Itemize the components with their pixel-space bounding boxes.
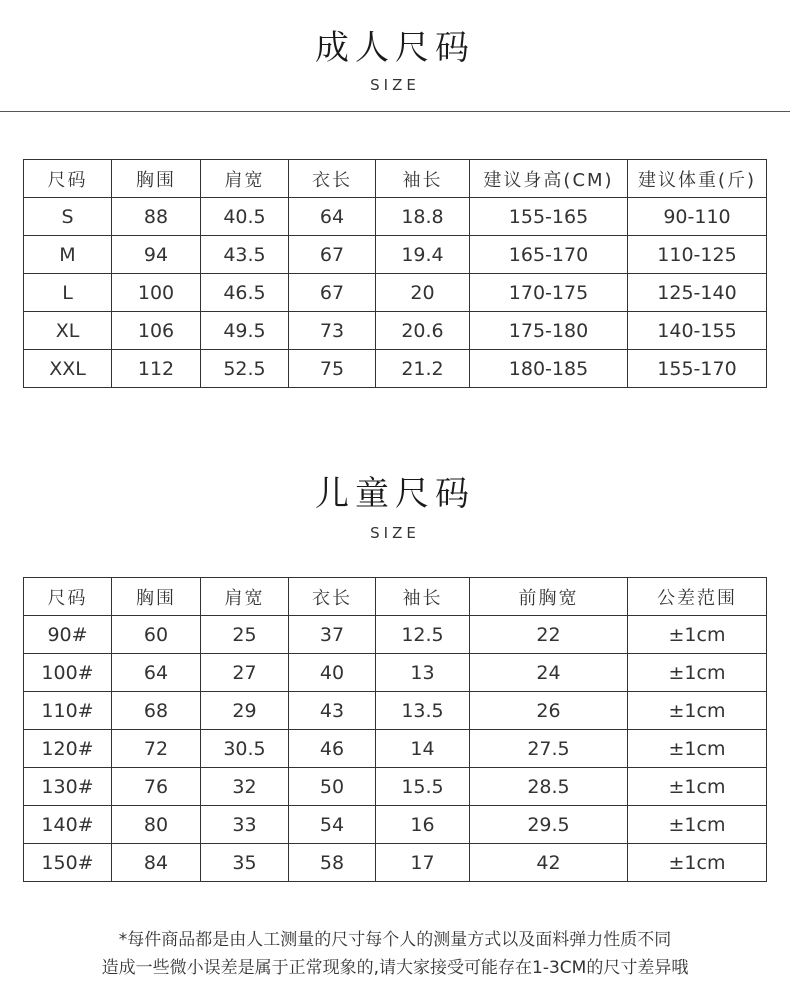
table-row: [24, 730, 767, 768]
table-cell: 165-170: [470, 236, 628, 274]
header-chest: 胸围: [112, 160, 201, 198]
table-cell: 80: [112, 806, 201, 844]
section-divider: [0, 111, 790, 112]
table-cell: 58: [289, 844, 376, 882]
adult-size-subtitle: SIZE: [370, 76, 420, 94]
table-cell: 84: [112, 844, 201, 882]
table-cell: 140#: [24, 806, 112, 844]
table-cell: 22: [470, 616, 628, 654]
child-size-table: [23, 577, 767, 882]
table-cell: ±1cm: [628, 768, 767, 806]
table-cell: 29.5: [470, 806, 628, 844]
table-cell: 50: [289, 768, 376, 806]
header-size: 尺码: [24, 160, 112, 198]
table-cell: 18.8: [376, 198, 470, 236]
table-cell: 24: [470, 654, 628, 692]
table-row: [24, 312, 767, 350]
table-cell: 76: [112, 768, 201, 806]
adult-size-title: 成人尺码: [315, 28, 475, 68]
table-row: [24, 844, 767, 882]
table-cell: 64: [112, 654, 201, 692]
table-cell: 150#: [24, 844, 112, 882]
header-height: 建议身高(CM): [470, 160, 628, 198]
table-cell: 155-170: [628, 350, 767, 388]
child-size-title: 儿童尺码: [315, 474, 475, 514]
table-row: [24, 692, 767, 730]
table-header-row: [24, 160, 767, 198]
header-length: 衣长: [289, 160, 376, 198]
table-cell: 110-125: [628, 236, 767, 274]
table-cell: ±1cm: [628, 616, 767, 654]
table-cell: 68: [112, 692, 201, 730]
table-cell: 73: [289, 312, 376, 350]
table-cell: 60: [112, 616, 201, 654]
table-cell: 106: [112, 312, 201, 350]
table-cell: 17: [376, 844, 470, 882]
table-row: [24, 768, 767, 806]
table-cell: 27.5: [470, 730, 628, 768]
table-cell: 13: [376, 654, 470, 692]
table-row: [24, 350, 767, 388]
table-cell: 26: [470, 692, 628, 730]
table-cell: 19.4: [376, 236, 470, 274]
table-cell: 15.5: [376, 768, 470, 806]
table-cell: 20.6: [376, 312, 470, 350]
table-header-row: [24, 578, 767, 616]
table-cell: 14: [376, 730, 470, 768]
table-row: [24, 236, 767, 274]
table-cell: 13.5: [376, 692, 470, 730]
table-cell: 54: [289, 806, 376, 844]
table-cell: 90-110: [628, 198, 767, 236]
header-tolerance: 公差范围: [628, 578, 767, 616]
table-row: [24, 274, 767, 312]
table-cell: 75: [289, 350, 376, 388]
table-cell: ±1cm: [628, 654, 767, 692]
measurement-note: [0, 926, 790, 982]
table-cell: 35: [201, 844, 289, 882]
table-cell: ±1cm: [628, 806, 767, 844]
table-cell: 25: [201, 616, 289, 654]
table-cell: 88: [112, 198, 201, 236]
table-cell: 12.5: [376, 616, 470, 654]
note-line-2: 造成一些微小误差是属于正常现象的,请大家接受可能存在1-3CM的尺寸差异哦: [101, 958, 689, 978]
header-shoulder: 肩宽: [201, 160, 289, 198]
table-cell: ±1cm: [628, 844, 767, 882]
table-row: [24, 654, 767, 692]
table-cell: XXL: [24, 350, 112, 388]
table-cell: 67: [289, 274, 376, 312]
table-cell: 27: [201, 654, 289, 692]
table-cell: 40: [289, 654, 376, 692]
table-cell: L: [24, 274, 112, 312]
header-front-chest: 前胸宽: [470, 578, 628, 616]
table-row: [24, 198, 767, 236]
table-cell: 125-140: [628, 274, 767, 312]
table-cell: 30.5: [201, 730, 289, 768]
table-cell: 90#: [24, 616, 112, 654]
table-cell: 20: [376, 274, 470, 312]
table-cell: 170-175: [470, 274, 628, 312]
table-cell: 43: [289, 692, 376, 730]
header-length: 衣长: [289, 578, 376, 616]
table-cell: 112: [112, 350, 201, 388]
table-cell: 100: [112, 274, 201, 312]
table-cell: 46.5: [201, 274, 289, 312]
table-row: [24, 806, 767, 844]
header-shoulder: 肩宽: [201, 578, 289, 616]
table-cell: 42: [470, 844, 628, 882]
table-cell: 33: [201, 806, 289, 844]
table-cell: M: [24, 236, 112, 274]
header-size: 尺码: [24, 578, 112, 616]
table-cell: 49.5: [201, 312, 289, 350]
table-cell: 32: [201, 768, 289, 806]
table-cell: 94: [112, 236, 201, 274]
table-cell: 100#: [24, 654, 112, 692]
table-cell: 37: [289, 616, 376, 654]
table-cell: XL: [24, 312, 112, 350]
table-cell: ±1cm: [628, 730, 767, 768]
table-cell: 52.5: [201, 350, 289, 388]
table-cell: 140-155: [628, 312, 767, 350]
table-cell: 180-185: [470, 350, 628, 388]
table-cell: S: [24, 198, 112, 236]
table-cell: 43.5: [201, 236, 289, 274]
header-chest: 胸围: [112, 578, 201, 616]
header-weight: 建议体重(斤): [628, 160, 767, 198]
table-cell: 64: [289, 198, 376, 236]
table-cell: 67: [289, 236, 376, 274]
header-sleeve: 袖长: [376, 578, 470, 616]
header-sleeve: 袖长: [376, 160, 470, 198]
table-cell: 72: [112, 730, 201, 768]
table-cell: 21.2: [376, 350, 470, 388]
table-cell: 175-180: [470, 312, 628, 350]
table-cell: 40.5: [201, 198, 289, 236]
table-cell: ±1cm: [628, 692, 767, 730]
note-line-1: *每件商品都是由人工测量的尺寸每个人的测量方式以及面料弹力性质不同: [118, 930, 672, 950]
table-cell: 130#: [24, 768, 112, 806]
table-row: [24, 616, 767, 654]
table-cell: 29: [201, 692, 289, 730]
table-cell: 110#: [24, 692, 112, 730]
child-size-subtitle: SIZE: [370, 524, 420, 542]
table-cell: 120#: [24, 730, 112, 768]
table-cell: 155-165: [470, 198, 628, 236]
table-cell: 28.5: [470, 768, 628, 806]
table-cell: 46: [289, 730, 376, 768]
adult-size-table: [23, 159, 767, 388]
table-cell: 16: [376, 806, 470, 844]
